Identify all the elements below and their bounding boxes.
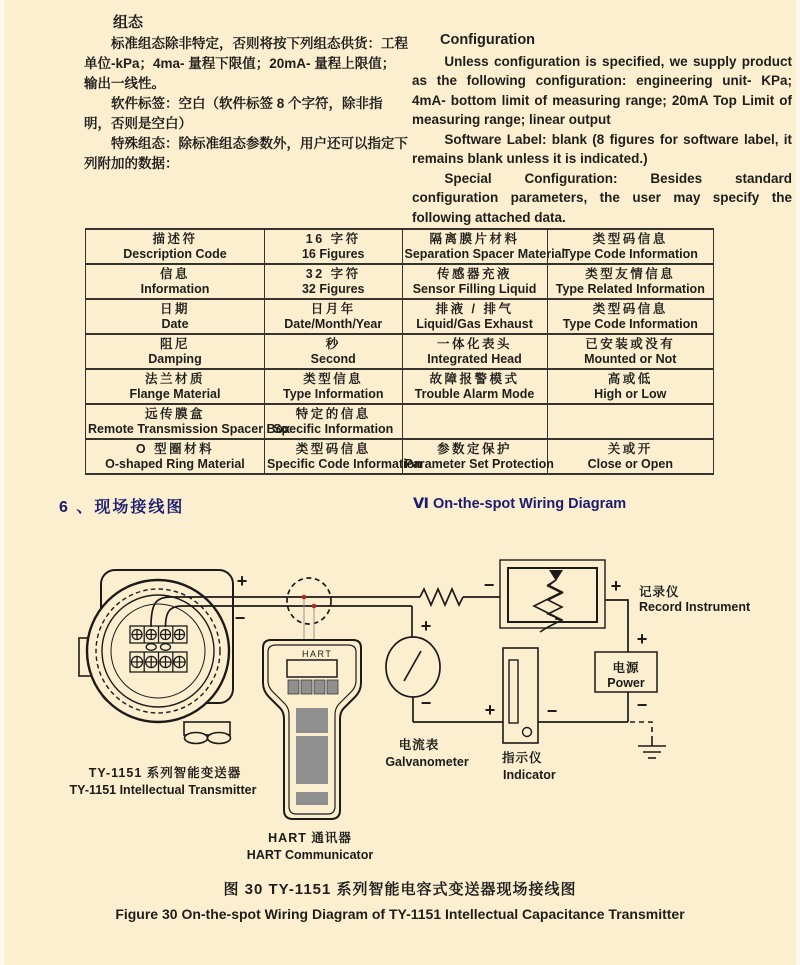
cell-text-zh: 特定的信息 [295,407,371,421]
plus-sign: + [484,700,496,720]
cell-text-zh: O 型圈材料 [135,442,215,456]
plus-sign: + [420,616,432,636]
intro-en-paragraph: Special Configuration: Besides standard configuration parameters, the user may specify the following attached data. [412,170,792,225]
cell-text-en: Type Information [283,387,384,401]
intro-en-heading: Configuration [440,32,536,48]
cell-text-zh: 类型码信息 [592,232,668,246]
cell-text-en: Specific Code Information [266,457,422,471]
cell-text-zh: 已安装或没有 [585,337,676,351]
indicator-label-en: Indicator [503,768,556,782]
cell-text-zh: 法兰材质 [144,372,205,386]
plus-sign: + [636,629,648,649]
hart-communicator [263,640,361,819]
cell-text-en: Type Code Information [562,247,698,261]
cell-text-zh: 故障报警模式 [429,372,520,386]
cell-text-en: Description Code [123,247,227,261]
cell-text-zh: 类型码信息 [295,442,371,456]
table-row [86,334,714,369]
minus-sign: − [546,701,558,721]
table-row [86,264,714,299]
transmitter-label-en: TY-1151 Intellectual Transmitter [69,783,257,797]
table-cell [86,369,265,404]
plus-sign: + [610,576,622,596]
intro-chinese-column [84,13,408,174]
cell-text-zh: 高或低 [607,372,653,386]
minus-sign: − [420,693,432,713]
cell-text-en: Separation Spacer Material [404,247,565,261]
hart-label-en: HART Communicator [246,848,374,862]
table-cell [402,229,565,264]
cell-text-en: Trouble Alarm Mode [414,387,535,401]
cell-text-zh: 16 字符 [305,232,361,246]
table-cell [402,334,547,369]
hart-connection [287,578,331,640]
table-cell [402,404,547,439]
cell-text-en: 32 Figures [301,282,365,296]
cell-text-en: Flange Material [129,387,221,401]
cell-text-en: 16 Figures [301,247,365,261]
section-heading-zh: 6 、现场接线图 [59,499,185,516]
cell-text-zh: 关或开 [607,442,653,456]
table-cell [264,334,402,369]
cell-text-zh: 32 字符 [305,267,361,281]
cell-text-en: Specific Information [273,422,394,436]
pointer-arrow-icon [549,570,563,581]
table-cell [86,299,265,334]
galvanometer [386,637,440,722]
table-cell [264,264,402,299]
table-cell [547,369,713,404]
cell-text-zh: 信息 [159,267,190,281]
cell-text-en: Type Code Information [562,317,698,331]
table-cell [264,369,402,404]
table-cell [402,439,554,474]
intro-en-paragraph: Unless configuration is specified, we supply product as the following configuration: engineering unit- KPa; 4mA- bottom limit of measuring range; 20mA Top Limit of measuring range; linear output [412,53,792,127]
record-instrument [500,560,628,652]
table-row [86,369,714,404]
figure-caption-zh: 图 30 TY-1151 系列智能电容式变送器现场接线图 [223,881,577,898]
ground-symbol [630,722,666,758]
configuration-table [85,228,714,475]
cell-text-en: Type Related Information [555,282,705,296]
table-cell [547,404,713,439]
table-cell [402,369,547,404]
cell-text-en: Liquid/Gas Exhaust [416,317,533,331]
cell-text-zh: 描述符 [152,232,198,246]
table-cell [402,264,547,299]
figure-caption-en: Figure 30 On-the-spot Wiring Diagram of TY-1151 Intellectual Capacitance Transmitter [115,906,685,922]
intro-en-paragraph: Software Label: blank (8 figures for software label, it remains blank unless it is indicated.) [412,131,792,166]
record-label-zh: 记录仪 [639,585,680,599]
connection-dot [302,595,307,600]
table-row [86,229,714,264]
cell-text-en: Damping [148,352,202,366]
table-cell [264,439,422,474]
minus-sign: − [636,695,648,715]
table-cell [547,334,713,369]
cell-text-en: Mounted or Not [584,352,677,366]
cell-text-en: Close or Open [587,457,673,471]
table-cell [547,299,713,334]
galvanometer-label-en: Galvanometer [385,755,469,769]
cell-text-zh: 远传膜盒 [144,407,205,421]
cell-text-en: Date [161,317,189,331]
table-cell [86,334,265,369]
galvanometer-label-zh: 电流表 [398,738,440,752]
table-cell [264,299,402,334]
table-cell [547,439,713,474]
resistor-symbol [420,589,463,605]
power-label-zh: 电源 [612,661,640,675]
intro-zh-paragraph: 软件标签：空白（软件标签 8 个字符，除非指明，否则是空白） [84,96,383,131]
cell-text-en: Sensor Filling Liquid [412,282,537,296]
cell-text-zh: 类型信息 [303,372,364,386]
cell-text-zh: 阻尼 [159,337,190,351]
cell-text-zh: 一体化表头 [437,337,513,351]
table-cell [86,264,265,299]
indicator-label-zh: 指示仪 [502,751,543,765]
cell-text-zh: 排液 / 排气 [435,302,514,316]
cell-text-zh: 日月年 [310,302,356,316]
intro-zh-heading: 组态 [113,14,144,31]
section-heading-en: Ⅵ On-the-spot Wiring Diagram [413,496,627,512]
cell-text-en: Information [140,282,210,296]
cell-text-zh: 参数定保护 [437,442,513,456]
table-row [86,299,714,334]
cell-text-en: Date/Month/Year [284,317,383,331]
cell-text-zh: 隔离膜片材料 [429,232,520,246]
cell-text-en: O-shaped Ring Material [105,457,245,471]
table-cell [264,404,402,439]
hart-handle [296,708,328,805]
cell-text-zh: 类型友情信息 [585,267,676,281]
minus-sign: − [234,608,246,628]
table-cell [86,439,265,474]
table-cell [86,229,265,264]
minus-sign: − [483,575,495,595]
cell-text-zh: 类型码信息 [592,302,668,316]
cell-text-en: Parameter Set Protection [404,457,554,471]
cell-text-zh: 秒 [325,337,341,351]
table-cell [547,229,713,264]
table-row [86,439,714,474]
cell-text-en: Remote Transmission Spacer Box [88,422,291,436]
plus-sign: + [236,571,248,591]
hart-screen-label: HART [302,649,333,659]
cell-text-en: Integrated Head [427,352,522,366]
cell-text-en: High or Low [594,387,667,401]
table-cell [264,229,402,264]
table-row [86,404,714,439]
intro-zh-paragraph: 特殊组态：除标准组态参数外，用户还可以指定下列附加的数据： [84,136,408,171]
config-table-body [86,229,714,474]
connection-dot [312,604,317,609]
transmitter [79,570,233,744]
intro-english-column [412,31,792,227]
record-label-en: Record Instrument [639,600,751,614]
hart-keypad [288,680,338,694]
table-cell [547,264,713,299]
wiring-diagram [0,540,800,885]
power-label-en: Power [607,676,645,690]
hart-label-zh: HART 通讯器 [268,831,352,845]
cell-text-zh: 传感器充液 [437,267,513,281]
table-cell [402,299,547,334]
cell-text-en: Second [310,352,356,366]
cell-text-zh: 日期 [159,302,190,316]
intro-zh-paragraph: 标准组态除非特定，否则将按下列组态供货：工程单位-kPa；4ma- 量程下限值；20mA- 量程上限值；输出一线性。 [84,36,408,91]
transmitter-label-zh: TY-1151 系列智能变送器 [88,766,242,780]
table-cell [86,404,291,439]
